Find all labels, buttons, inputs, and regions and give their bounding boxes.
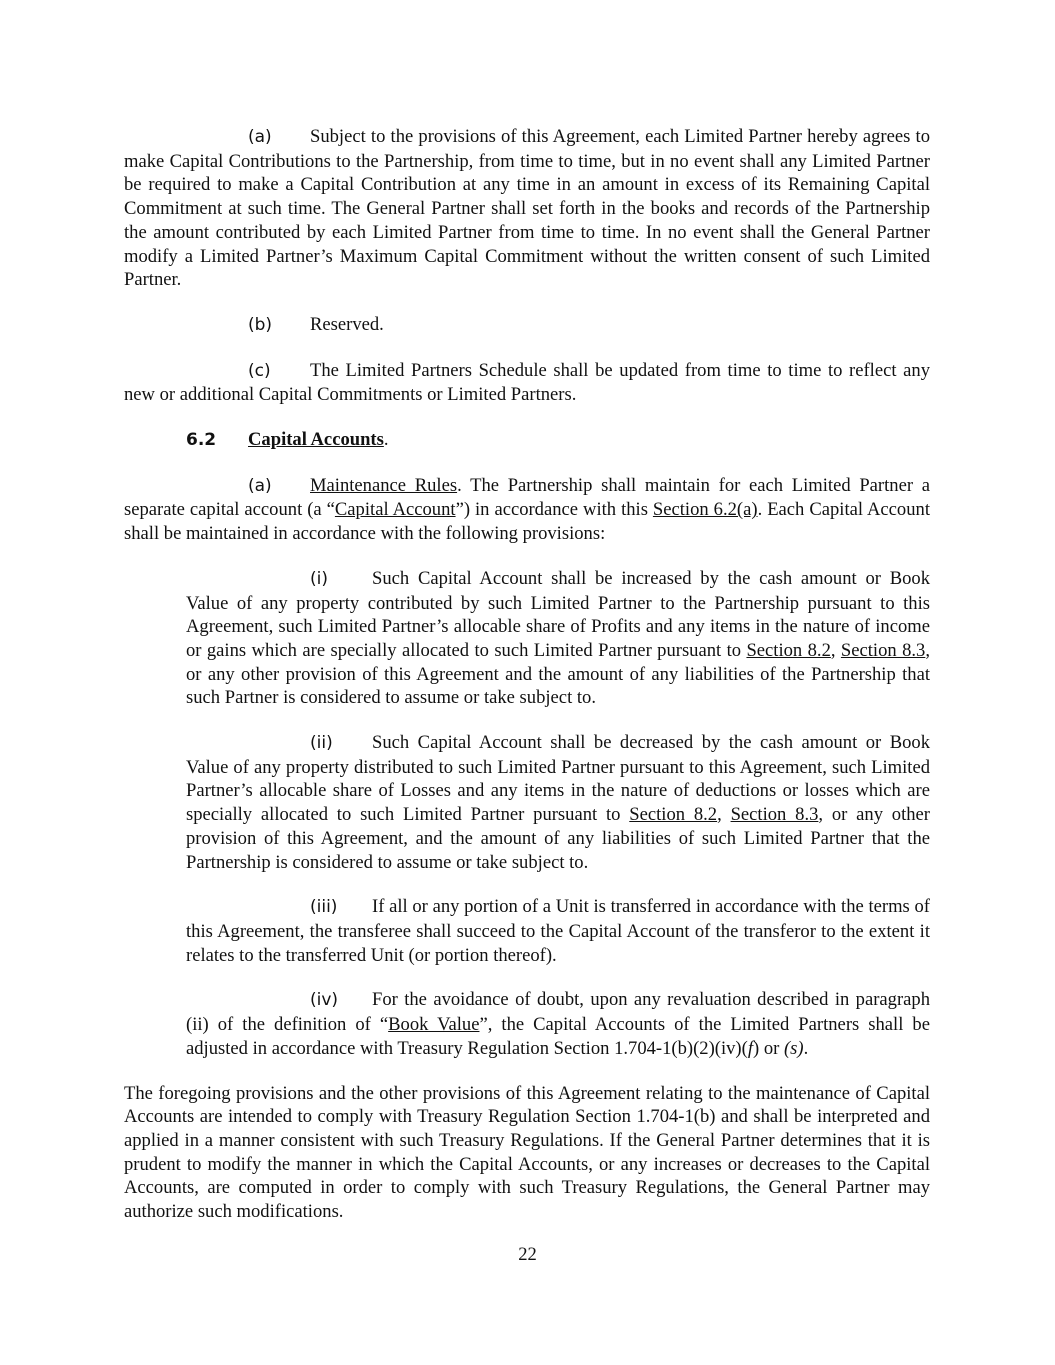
subsection-heading: Maintenance Rules (310, 474, 458, 496)
paragraph-text: ”, the Capital Accounts of the Limited Partners shall be adjusted in accordance with Treasury Regulation Section 1.704-1(b)(2)(iv)( (186, 1014, 930, 1059)
paragraph-text: Reserved. (310, 313, 384, 335)
section-reference: Section 6.2(a) (652, 499, 758, 521)
section-title: Capital Accounts (248, 429, 384, 451)
section-reference: Section 8.2 (746, 639, 831, 661)
paragraph-marker: (c) (248, 360, 271, 381)
paragraph-6-2-a-iv (186, 988, 930, 1060)
paragraph-text: , or any other provision of this Agreement and the amount of any liabilities of the Partnership that such Partner is considered to assume or take subject to. (186, 639, 930, 709)
paragraph-marker: (ii) (310, 733, 333, 754)
paragraph-6-2-a-i (186, 567, 930, 710)
paragraph-marker: (b) (248, 314, 273, 335)
separator: , (830, 639, 841, 661)
defined-term: Book Value (388, 1014, 480, 1036)
section-reference: Section 8.3 (730, 804, 819, 826)
paragraph-text: Such Capital Account shall be increased by the cash amount or Book Value of any property contributed by such Limited Partner to the Partnership pursuant to this Agreement, such Limited Partner’s allocable share of Profits and any items in the nature of income or gains which are specially allocated to such Limited Partner pursuant to (186, 567, 930, 661)
closing-paragraph: The foregoing provisions and the other provisions of this Agreement relating to the maintenance of Capital Accounts are intended to comply with Treasury Regulation Section 1.704-1(b) and shall be interpreted and applied in a manner consistent with such Treasury Regulations. If the General Partner determines that it is prudent to modify the manner in which the Capital Accounts, or any increases or decreases to the Capital Accounts, are computed in order to comply with such Treasury Regulations, the General Partner may authorize such modifications. (124, 1082, 930, 1223)
page-number: 22 (518, 1244, 537, 1265)
paragraph-6-2-a (124, 474, 930, 546)
italic-term: (s) (783, 1037, 804, 1059)
italic-term: f (747, 1037, 753, 1059)
separator: , (717, 804, 731, 826)
section-heading-6-2 (186, 428, 930, 453)
document-page (124, 125, 930, 1224)
paragraph-text: , or any other provision of this Agreement, and the amount of any liabilities of such Limited Partner that the Partnership is considered to assume or take subject to. (186, 804, 931, 873)
paragraph-marker: (a) (248, 127, 272, 147)
paragraph-6-2-a-iii (186, 895, 930, 967)
paragraph-text: Such Capital Account shall be decreased by the cash amount or Book Value of any property distributed to such Limited Partner pursuant to this Agreement, such Limited Partner’s allocable share of Losses and any items in the nature of deductions or losses which are specially allocated to such Limited Partner pursuant to (186, 732, 930, 826)
paragraph-text: . (803, 1037, 809, 1059)
paragraph-text: ) or (752, 1037, 784, 1059)
paragraph-marker: (i) (310, 568, 328, 589)
defined-term: Capital Account (334, 499, 456, 521)
paragraph-text: . Each Capital Account shall be maintained in accordance with the following provisions: (124, 499, 930, 545)
section-reference: Section 8.3 (840, 639, 926, 661)
paragraph-6-1-a (124, 125, 930, 292)
paragraph-marker: (iv) (310, 990, 339, 1011)
paragraph-marker: (a) (248, 475, 272, 496)
section-number: 6.2 (186, 430, 217, 451)
paragraph-marker: (iii) (310, 897, 338, 918)
paragraph-6-1-b (124, 313, 930, 338)
section-title-suffix: . (383, 429, 389, 451)
paragraph-text: If all or any portion of a Unit is transferred in accordance with the terms of this Agreement, the transferee shall succeed to the Capital Account of the transferor to the extent it relates to the transferred Unit (or portion thereof). (186, 896, 930, 966)
paragraph-text: . The Partnership shall maintain for each Limited Partner a separate capital account (a “ (124, 474, 930, 521)
paragraph-6-2-a-ii (186, 731, 930, 874)
paragraph-text: ”) in accordance with this (455, 499, 653, 521)
paragraph-text: Subject to the provisions of this Agreement, each Limited Partner hereby agrees to make Capital Contributions to the Partnership, from time to time, but in no event shall any Limited Partner be required to make a Capital Contribution at any time in an amount in excess of its Remaining Capital Commitment at such time. The General Partner shall set forth in the books and records of the Partnership the amount contributed by each Limited Partner from time to time. In no event shall the General Partner modify a Limited Partner’s Maximum Capital Commitment without the written consent of such Limited Partner. (124, 126, 930, 291)
paragraph-text: For the avoidance of doubt, upon any revaluation described in paragraph (ii) of the definition of “ (186, 989, 930, 1036)
paragraph-text: The Limited Partners Schedule shall be updated from time to time to reflect any new or additional Capital Commitments or Limited Partners. (124, 359, 930, 406)
section-reference: Section 8.2 (629, 804, 718, 826)
paragraph-6-1-c (124, 359, 930, 407)
